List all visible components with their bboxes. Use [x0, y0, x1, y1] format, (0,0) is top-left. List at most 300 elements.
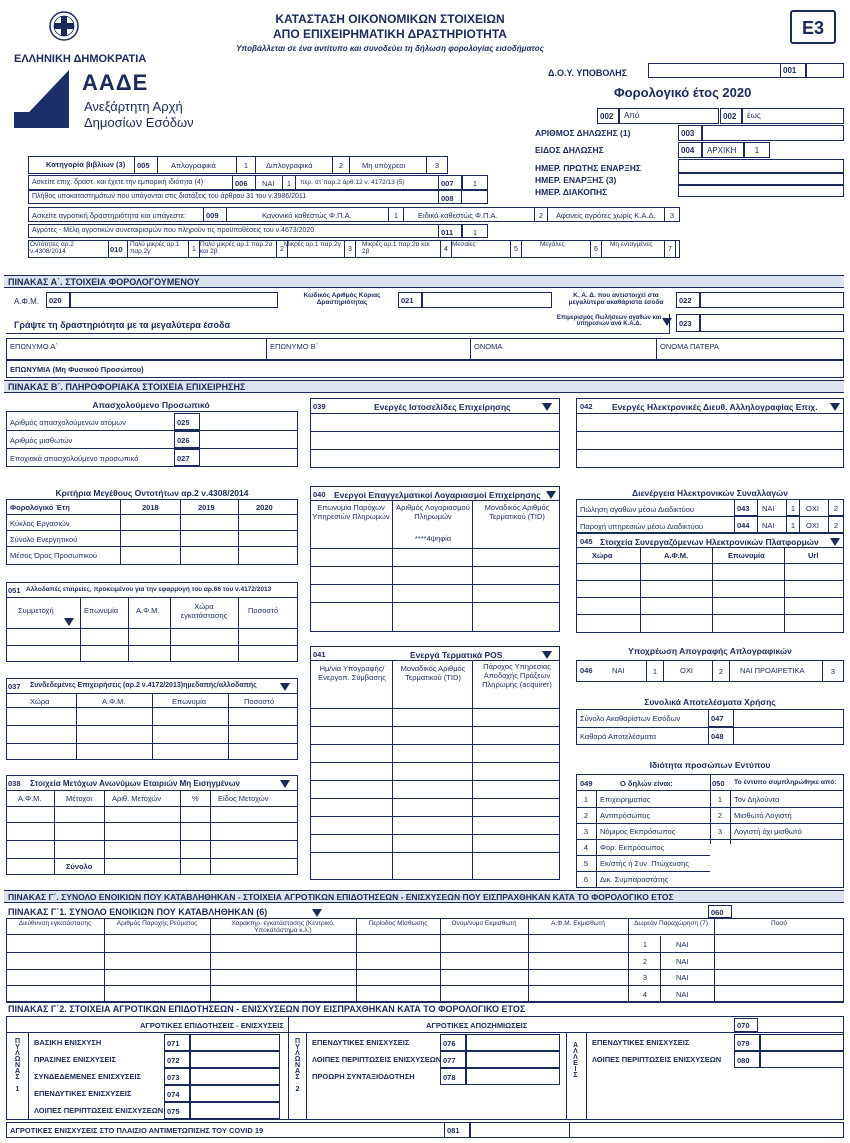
code-045: 045 — [580, 537, 593, 546]
subsidy-label[interactable]: ΠΡΟΩΡΗ ΣΥΝΤΑΞΙΟΔΟΤΗΣΗ — [312, 1072, 415, 1081]
foreign-share: Συμμετοχή — [18, 606, 54, 615]
books-single: Απλογραφικά — [171, 161, 216, 170]
turnover-label: Κύκλος Εργασιών — [10, 519, 70, 528]
related-afm: Α.Φ.Μ. — [102, 697, 126, 706]
elec-code[interactable]: 043 — [734, 499, 758, 516]
title-line2: ΑΠΟ ΕΠΙΧΕΙΡΗΜΑΤΙΚΗ ΔΡΑΣΤΗΡΙΟΤΗΤΑ — [273, 27, 507, 41]
year-2020: 2020 — [256, 503, 273, 512]
platforms-label: Στοιχεία Συνεργαζόμενων Ηλεκτρονικών Πλατφορμών — [600, 537, 819, 547]
pos-dropdown[interactable] — [542, 650, 552, 659]
rent-col-divider[interactable] — [440, 918, 441, 1002]
start-label: ΗΜΕΡ. ΕΝΑΡΞΗΣ (3) — [535, 175, 617, 185]
books-row2-label: Ασκείτε επιχ. δραστ. και έχετε την εμπορική ιδιότητα (4) — [32, 179, 204, 186]
foreign-pct: Ποσοστό — [248, 606, 279, 615]
pillar-divider[interactable] — [306, 1032, 307, 1120]
foreign-name: Επωνυμία — [84, 606, 119, 615]
emails-dropdown[interactable] — [830, 402, 840, 411]
rent-col-header[interactable]: Χαρακτηρ. εγκατάστασης (Κεντρικό, Υποκατάστημα κ.λ.) — [231, 920, 335, 934]
entity-option-label[interactable]: Μη ενταγμένες — [610, 241, 653, 248]
pillar-divider[interactable] — [288, 1016, 289, 1120]
agr2-box[interactable]: 2 — [534, 207, 548, 222]
agr2-label: Ειδικό καθεστώς Φ.Π.Α. — [418, 211, 498, 220]
subsidy-code[interactable]: 078 — [440, 1068, 466, 1085]
books-007-box[interactable]: 1 — [462, 175, 488, 190]
aade-logo-icon — [14, 70, 69, 128]
code-060: 060 — [708, 905, 732, 918]
sell-goods-label: Πώληση αγαθών μέσω Διαδικτύου — [580, 505, 694, 514]
greek-emblem-icon — [48, 10, 80, 42]
emails-label: Ενεργές Ηλεκτρονικές Διευθ. Αλληλογραφίας Επιχ. — [612, 402, 818, 412]
from-field[interactable] — [619, 108, 719, 124]
subsidy-label[interactable]: ΕΠΕΝΔΥΤΙΚΕΣ ΕΝΙΣΧΥΣΕΙΣ — [592, 1038, 690, 1047]
from-label: Από — [624, 111, 640, 120]
rent-col-divider[interactable] — [528, 918, 529, 1002]
code-041: 041 — [313, 650, 326, 659]
acc-col2: Αριθμός Λογαριασμού Πληρωμών — [396, 503, 470, 521]
books-row2b-label: περ. στ΄παρ.2 άρθ.12 ν. 4172/13 (5) — [300, 179, 405, 186]
elec-no-box[interactable]: 2 — [828, 499, 844, 516]
role-divider[interactable] — [576, 823, 844, 824]
books-yes-box[interactable]: 1 — [282, 175, 296, 190]
subsidy-code[interactable]: 075 — [164, 1102, 190, 1119]
other-text: ΑΛΛΕΙΣ — [572, 1042, 579, 1078]
foreign-label: Αλλοδαπές εταιρείες, προκειμένου για την εφαρμογή του αρ.66 του ν.4172/2013 — [26, 586, 272, 593]
elec-no-label[interactable]: ΟΧΙ — [806, 504, 819, 513]
code-007: 007 — [438, 175, 462, 190]
staff3-label: Εποχιακά απασχολούμενο προσωπικό — [10, 454, 139, 463]
entity-option-box[interactable]: 7 — [664, 240, 676, 258]
elec-code[interactable]: 044 — [734, 516, 758, 533]
chevron-down-icon — [280, 780, 290, 788]
rent-row-free[interactable]: ΝΑΙ — [676, 956, 689, 966]
inventory-yes-box[interactable]: 1 — [646, 660, 664, 682]
code-011: 011 — [438, 224, 462, 238]
father-label: ΟΝΟΜΑ ΠΑΤΕΡΑ — [660, 342, 719, 351]
role-divider[interactable] — [576, 871, 710, 872]
subsidy-code[interactable]: 074 — [164, 1085, 190, 1102]
role-label[interactable]: Επιχειρηματίας — [600, 795, 651, 804]
books-row5-label: Αγρότες - Μέλη αγροτικών συνεταιρισμών που πληρούν τις προϋποθέσεις του ν.4673/2020 — [32, 227, 315, 234]
rent-row-free[interactable]: ΝΑΙ — [676, 973, 689, 982]
sh-kind: Είδος Μετοχών — [218, 794, 269, 803]
platforms-afm: Α.Φ.Μ. — [664, 551, 689, 560]
aade-line1: Ανεξάρτητη Αρχή — [84, 99, 183, 114]
subsidy-code[interactable]: 079 — [734, 1034, 760, 1051]
rent-row-free[interactable]: ΝΑΙ — [676, 940, 689, 949]
elec-yes-label[interactable]: ΝΑΙ — [762, 521, 775, 530]
entity-option-label[interactable]: Μικρές αρ.1 παρ.2γ — [284, 241, 341, 248]
code-050: 050 — [712, 779, 725, 788]
books-row4-label: Ασκείτε αγροτική δραστηριότητα και υπάγεστε: — [32, 211, 187, 220]
role-number[interactable]: 3 — [583, 827, 589, 836]
platforms-country: Χώρα — [592, 551, 613, 560]
decl-initial-box[interactable]: 1 — [744, 142, 770, 158]
foreign-country: Χώρα εγκατάστασης — [180, 602, 228, 620]
websites-label: Ενεργές Ιστοσελίδες Επιχείρησης — [374, 402, 511, 412]
rent-row-free[interactable]: ΝΑΙ — [676, 989, 689, 999]
books-double-box[interactable]: 2 — [332, 156, 350, 174]
chevron-down-icon — [662, 318, 672, 326]
rent-col-divider[interactable] — [628, 918, 629, 1002]
acc-col1: Επωνυμία Παρόχων Υπηρεσιών Πληρωμών — [312, 503, 390, 521]
role-number[interactable]: 2 — [583, 811, 589, 820]
role-label[interactable]: Δικ. Συμπαραστάτης — [600, 875, 669, 884]
doy-field-2[interactable] — [806, 63, 844, 78]
subtitle: Υποβάλλεται σε ένα αντίτυπο και συνοδεύει τη δήλωση φορολογίας εισοδήματος — [236, 44, 544, 53]
sh-afm: Α.Φ.Μ. — [18, 794, 42, 803]
aade-line2: Δημοσίων Εσόδων — [84, 115, 194, 130]
rent-row-divider[interactable] — [6, 969, 844, 970]
code-048: 048 — [708, 727, 734, 745]
entity-option-box[interactable]: 3 — [344, 240, 356, 258]
inventory-no-box[interactable]: 2 — [712, 660, 730, 682]
sell-serv-label: Παροχή υπηρεσιών μέσω Διαδικτύου — [580, 522, 703, 531]
shareholders-label: Στοιχεία Μετόχων Ανωνύμων Εταιριών Μη Εισηγμένων — [30, 779, 240, 788]
chevron-down-icon — [64, 618, 74, 626]
subsidy-field[interactable] — [760, 1051, 844, 1068]
entity-option-label[interactable]: Μικρές αρ.1 παρ.2α και 2β — [362, 241, 430, 255]
net-label: Καθαρά Αποτελέσματα — [580, 732, 657, 741]
subsidy-label[interactable]: ΛΟΙΠΕΣ ΠΕΡΙΠΤΩΣΕΙΣ ΕΝΙΣΧΥΣΕΩΝ — [592, 1055, 722, 1064]
related-name: Επωνυμία — [172, 697, 207, 706]
subsidy-label[interactable]: ΕΠΕΝΔΥΤΙΚΕΣ ΕΝΙΣΧΥΣΕΙΣ — [34, 1089, 132, 1098]
rent-row-number[interactable]: 3 — [642, 973, 648, 982]
related-country: Χώρα — [30, 697, 50, 706]
g1-dropdown[interactable] — [312, 908, 322, 917]
books-single-box[interactable]: 1 — [236, 156, 256, 174]
decl-initial: ΑΡΧΙΚΗ — [702, 142, 744, 158]
chevron-down-icon — [830, 403, 840, 411]
code-002b: 002 — [720, 108, 742, 124]
foreign-share-dropdown[interactable] — [64, 617, 74, 626]
subsidy-field[interactable] — [190, 1034, 280, 1051]
pillar-divider[interactable] — [566, 1032, 567, 1120]
agr3-box[interactable]: 3 — [664, 207, 680, 222]
kad-label: Κ. Α. Δ. που αντιστοιχεί στα μεγαλύτερα ακαθάριστα έσοδα — [568, 292, 664, 306]
subsidy-code[interactable]: 080 — [734, 1051, 760, 1068]
code-010: 010 — [108, 240, 128, 258]
related-pct: Ποσοστό — [244, 697, 275, 706]
related-dropdown[interactable] — [280, 682, 290, 691]
pillar2-label — [292, 1038, 302, 1095]
foreign-box — [6, 582, 298, 662]
filler-number[interactable]: 1 — [717, 795, 723, 804]
subsidy-field[interactable] — [190, 1102, 280, 1119]
company-label: ΕΠΩΝΥΜΙΑ (Μη Φυσικού Προσώπου) — [10, 365, 144, 374]
entity-option-label[interactable]: Πολύ μικρές αρ.1 παρ.2α και 2β — [200, 241, 273, 255]
subsidy-code[interactable]: 077 — [440, 1051, 466, 1068]
rent-col-divider[interactable] — [356, 918, 357, 1002]
aade-logo — [14, 70, 69, 128]
subsidy-code[interactable]: 072 — [164, 1051, 190, 1068]
rent-row-divider[interactable] — [6, 934, 844, 935]
code-049: 049 — [580, 779, 593, 788]
subsidy-field[interactable] — [190, 1085, 280, 1102]
filled-label: Το έντυπο συμπληρώθηκε από: — [734, 779, 837, 786]
subsidy-label[interactable]: ΕΠΕΝΔΥΤΙΚΕΣ ΕΝΙΣΧΥΣΕΙΣ — [312, 1038, 410, 1047]
code-039: 039 — [313, 402, 326, 411]
rent-row-number[interactable]: 2 — [642, 956, 648, 966]
code-002: 002 — [597, 108, 619, 124]
platforms-name: Επωνυμία — [728, 551, 765, 560]
afm-label: Α.Φ.Μ. — [14, 297, 40, 306]
role-label[interactable]: Αντιπρόσωπος — [600, 811, 651, 820]
republic-label: ΕΛΛΗΝΙΚΗ ΔΗΜΟΚΡΑΤΙΑ — [14, 53, 147, 65]
pos-col2: Μοναδικός Αριθμός Τερματικού (TID) — [400, 664, 466, 682]
code-009: 009 — [203, 207, 227, 222]
elec-yes-label[interactable]: ΝΑΙ — [762, 504, 775, 513]
rent-col-header[interactable]: Αριθμός Παροχής Ρεύματος — [116, 920, 198, 927]
code-040: 040 — [313, 490, 326, 499]
elec-yes-box[interactable]: 1 — [786, 499, 800, 516]
sh-pct: % — [192, 794, 199, 803]
cease-label: ΗΜΕΡ. ΔΙΑΚΟΠΗΣ — [535, 187, 608, 197]
entity-option-label[interactable]: Πολύ μικρές αρ.1 παρ.2γ — [130, 241, 180, 255]
kad-main-field[interactable] — [422, 292, 552, 308]
subsidy-label[interactable]: ΛΟΙΠΕΣ ΠΕΡΙΠΤΩΣΕΙΣ ΕΝΙΣΧΥΣΕΩΝ — [34, 1106, 164, 1115]
role-label[interactable]: Φορ. Εκπρόσωπος — [600, 843, 665, 852]
declarant-label: Ο δηλών είναι: — [620, 779, 673, 788]
fy-label: Φορολογικό Έτη — [10, 503, 70, 512]
cease-field[interactable] — [678, 185, 844, 197]
rent-row-number[interactable]: 4 — [642, 989, 648, 999]
code-046: 046 — [580, 666, 593, 675]
subs-heading: ΑΓΡΟΤΙΚΕΣ ΕΠΙΔΟΤΗΣΕΙΣ - ΕΝΙΣΧΥΣΕΙΣ — [140, 1021, 284, 1030]
sh-shares: Μέτοχοι — [66, 794, 92, 803]
entity-option-box[interactable]: 6 — [590, 240, 602, 258]
covid-label: ΑΓΡΟΤΙΚΕΣ ΕΝΙΣΧΥΣΕΙΣ ΣΤΟ ΠΛΑΙΣΙΟ ΑΝΤΙΜΕΤΩΠΙΣΗΣ ΤΟΥ COVID 19 — [10, 1126, 264, 1135]
afm-field[interactable] — [70, 292, 278, 308]
agr1-label: Κανονικό καθεστώς Φ.Π.Α. — [262, 211, 352, 220]
capacity-heading: Ιδιότητα προσώπων Εντύπου — [649, 760, 771, 770]
year-2019: 2019 — [198, 503, 215, 512]
shareholders-dropdown[interactable] — [280, 779, 290, 788]
covid-field[interactable] — [470, 1122, 570, 1138]
rent-row-number[interactable]: 1 — [642, 940, 648, 949]
kad-field[interactable] — [700, 292, 844, 308]
rent-col-header[interactable]: Περίοδος Μίσθωσης — [368, 920, 428, 927]
write-activity-label: Γράψτε τη δραστηριότητα με τα μεγαλύτερα έσοδα — [14, 320, 231, 330]
rent-col-divider[interactable] — [714, 918, 715, 1002]
rent-col-header[interactable]: Δωρεάν Παραχώρηση (7) — [634, 920, 708, 927]
books-yes: ΝΑΙ — [262, 179, 275, 188]
code-020: 020 — [46, 292, 70, 308]
accounts-dropdown[interactable] — [546, 490, 556, 499]
entity-option-label[interactable]: Μεσαίες — [452, 241, 476, 248]
rent-row-divider[interactable] — [6, 952, 844, 953]
code-070: 070 — [734, 1018, 758, 1032]
avg-staff-label: Μέσος Όρος Προσωπικού — [10, 551, 98, 560]
elec-no-box[interactable]: 2 — [828, 516, 844, 533]
code-026: 026 — [174, 431, 200, 448]
subsidy-field[interactable] — [190, 1051, 280, 1068]
subsidy-label[interactable]: ΠΡΑΣΙΝΕΣ ΕΝΙΣΧΥΣΕΙΣ — [34, 1055, 116, 1064]
platforms-url: Url — [808, 551, 819, 560]
role-label[interactable]: Νόμιμος Εκπρόσωπος — [600, 827, 676, 836]
other-label — [570, 1042, 580, 1081]
code-021: 021 — [398, 292, 422, 308]
role-divider[interactable] — [576, 855, 710, 856]
entity-option-box[interactable]: 4 — [440, 240, 452, 258]
pillar-divider[interactable] — [28, 1032, 29, 1120]
first-start-label: ΗΜΕΡ. ΠΡΩΤΗΣ ΕΝΑΡΞΗΣ — [535, 163, 641, 173]
acc-col2b: ****4ψηφία — [414, 534, 452, 543]
doy-field[interactable] — [648, 63, 780, 78]
subsidy-field[interactable] — [466, 1068, 560, 1085]
platforms-box — [576, 533, 844, 633]
title-line1: ΚΑΤΑΣΤΑΣΗ ΟΙΚΟΝΟΜΙΚΩΝ ΣΤΟΙΧΕΙΩΝ — [275, 12, 505, 26]
year-2018: 2018 — [142, 503, 159, 512]
rent-col-divider[interactable] — [104, 918, 105, 1002]
subsidy-label[interactable]: ΣΥΝΔΕΔΕΜΕΝΕΣ ΕΝΙΣΧΥΣΕΙΣ — [34, 1072, 142, 1081]
acc-col3: Μοναδικός Αριθμός Τερματικού (TID) — [484, 503, 550, 521]
subsidy-field[interactable] — [466, 1051, 560, 1068]
code-051: 051 — [8, 586, 21, 595]
role-divider[interactable] — [576, 839, 844, 840]
rent-col-header[interactable]: Α.Φ.Μ. Εκμισθωτή — [551, 920, 605, 927]
form-code: Ε3 — [790, 10, 836, 44]
code-004: 004 — [678, 142, 702, 158]
to-label: έως — [747, 111, 761, 120]
decl-no-field[interactable] — [702, 125, 844, 141]
pos-col1: Ημ/νία Υπογραφής/Ενεργοπ. Σύμβασης — [318, 664, 386, 682]
surname-b-label: ΕΠΩΝΥΜΟ Β΄ — [270, 342, 319, 351]
elec-yes-box[interactable]: 1 — [786, 516, 800, 533]
role-number[interactable]: 1 — [583, 795, 589, 804]
pillar-divider[interactable] — [586, 1032, 587, 1120]
code-006: 006 — [232, 175, 256, 190]
chevron-down-icon — [280, 683, 290, 691]
first-start-field[interactable] — [678, 159, 844, 173]
entity-option-label[interactable]: Μεγάλες — [540, 241, 565, 248]
rent-col-header[interactable]: Ονομ/νυμο Εκμισθωτή — [451, 920, 517, 927]
filler-number[interactable]: 2 — [717, 811, 723, 820]
chevron-down-icon — [312, 909, 322, 917]
chevron-down-icon — [542, 651, 552, 659]
inventory-opt-box[interactable]: 3 — [822, 660, 844, 682]
entity-option-box[interactable]: 5 — [510, 240, 522, 258]
subsidy-field[interactable] — [466, 1034, 560, 1051]
subsidy-code[interactable]: 076 — [440, 1034, 466, 1051]
emblem — [48, 10, 80, 42]
rent-row-divider[interactable] — [6, 985, 844, 986]
role-divider[interactable] — [576, 807, 844, 808]
rent-col-header[interactable]: Ποσό — [771, 920, 787, 927]
code-025: 025 — [174, 413, 200, 430]
aade-title: ΑΑΔΕ — [82, 70, 149, 95]
platforms-dropdown[interactable] — [830, 537, 840, 546]
code-008: 008 — [438, 190, 462, 204]
subsidy-label[interactable]: ΛΟΙΠΕΣ ΠΕΡΙΠΤΩΣΕΙΣ ΕΝΙΣΧΥΣΕΩΝ — [312, 1055, 442, 1064]
to-field[interactable] — [742, 108, 844, 124]
pillar1-label — [12, 1038, 22, 1095]
tax-year: Φορολογικό έτος 2020 — [614, 85, 752, 100]
elec-no-label[interactable]: ΟΧΙ — [806, 521, 819, 530]
subsidy-code[interactable]: 071 — [164, 1034, 190, 1051]
code-081: 081 — [444, 1122, 470, 1138]
rent-col-header[interactable]: Διεύθυνση εγκατάστασης — [18, 920, 92, 927]
table-g2-title: ΠΙΝΑΚΑΣ Γ΄2. ΣΤΟΙΧΕΙΑ ΑΓΡΟΤΙΚΩΝ ΕΠΙΔΟΤΗΣΕΩΝ - ΕΝΙΣΧΥΣΕΩΝ ΠΟΥ ΕΙΣΠΡΑΧΘΗΚΑΝ ΚΑΤΑ ΤΟ ΦΟΡΟΛΟΓΙΚΟ ΕΤΟΣ — [8, 1004, 526, 1014]
role-divider[interactable] — [576, 887, 710, 888]
decl-no-label: ΑΡΙΘΜΟΣ ΔΗΛΩΣΗΣ (1) — [535, 128, 631, 138]
criteria-heading: Κριτήρια Μεγέθους Οντοτήτων αρ.2 ν.4308/2014 — [55, 488, 249, 498]
start-field[interactable] — [678, 173, 844, 185]
code-022: 022 — [676, 292, 700, 308]
pillar1-text: ΠΥΛΩΝΑΣ 1 — [14, 1038, 21, 1092]
pos-label: Ενεργά Τερματικά POS — [410, 650, 503, 660]
sh-total: Σύνολο — [66, 862, 93, 871]
pos-col3: Πάροχος Υπηρεσίας Αποδοχής Πράξεων Πληρωμής (acquirer) — [482, 662, 552, 689]
code-038: 038 — [8, 779, 21, 788]
sh-nshares: Αριθ. Μετοχών — [112, 794, 162, 803]
role-number[interactable]: 4 — [583, 843, 589, 852]
books-none: Μη υπόχρεοι — [362, 161, 406, 170]
table-g1-title: ΠΙΝΑΚΑΣ Γ΄1. ΣΥΝΟΛΟ ΕΝΟΙΚΙΩΝ ΠΟΥ ΚΑΤΑΒΛΗΘΗΚΑΝ (6) — [8, 907, 268, 917]
role-label[interactable]: Εκ/στής ή Συν. Πτώχευσης — [600, 859, 689, 868]
chevron-down-icon — [546, 491, 556, 499]
elec-heading: Διενέργεια Ηλεκτρονικών Συναλλαγών — [632, 488, 788, 498]
assets-label: Σύνολο Ενεργητικού — [10, 535, 78, 544]
sales-dropdown[interactable] — [662, 317, 672, 326]
gross-label: Σύνολο Ακαθαρίστων Εσόδων — [580, 714, 681, 723]
code-003: 003 — [678, 125, 702, 141]
subsidy-label[interactable]: ΒΑΣΙΚΗ ΕΝΙΣΧΥΣΗ — [34, 1038, 102, 1047]
role-number[interactable]: 5 — [583, 859, 589, 868]
filler-number[interactable]: 3 — [717, 827, 723, 836]
accounts-label: Ενεργοί Επαγγελματικοί Λογαριασμοί Επιχείρησης — [334, 490, 541, 500]
totals-heading: Συνολικά Αποτελέσματα Χρήσης — [644, 697, 776, 707]
table-g-title: ΠΙΝΑΚΑΣ Γ΄. ΣΥΝΟΛΟ ΕΝΟΙΚΙΩΝ ΠΟΥ ΚΑΤΑΒΛΗΘΗΚΑΝ - ΣΤΟΙΧΕΙΑ ΑΓΡΟΤΙΚΩΝ ΕΠΙΔΟΤΗΣΕΩΝ - ΕΝΙΣΧΥΣΕΩΝ ΠΟΥ ΕΙΣΠΡΑΧΘΗΚΑΝ ΚΑΤΑ ΤΟ ΦΟΡΟΛΟΓΙΚΟ ΕΤΟΣ — [4, 890, 844, 903]
code-047: 047 — [708, 709, 734, 727]
books-row6-label: Οντότητες αρ.2 ν.4308/2014 — [30, 241, 74, 255]
subsidy-field[interactable] — [760, 1034, 844, 1051]
books-none-box[interactable]: 3 — [426, 156, 448, 174]
entity-option-box[interactable]: 2 — [276, 240, 288, 258]
rent-table — [6, 918, 844, 1002]
filler-label[interactable]: Μισθωτό Λογιστή — [734, 811, 792, 820]
rent-col-divider[interactable] — [210, 918, 211, 1002]
inventory-yes: ΝΑΙ — [612, 666, 625, 675]
inventory-heading: Υποχρέωση Απογραφής Απλογραφικών — [628, 646, 792, 656]
subsidy-code[interactable]: 073 — [164, 1068, 190, 1085]
code-005: 005 — [134, 156, 158, 174]
books-double: Διπλογραφικά — [266, 161, 313, 170]
websites-dropdown[interactable] — [542, 402, 552, 411]
agr1-box[interactable]: 1 — [388, 207, 404, 222]
rent-row-divider[interactable] — [6, 1002, 844, 1003]
filler-label[interactable]: Τον Δηλούντα — [734, 795, 780, 804]
filler-label[interactable]: Λογιστή όχι μισθωτό — [734, 827, 802, 836]
code-023: 023 — [676, 314, 700, 332]
entity-option-box[interactable]: 1 — [188, 240, 200, 258]
sales-field[interactable] — [700, 314, 844, 332]
doy-label: Δ.Ο.Υ. ΥΠΟΒΟΛΗΣ — [548, 68, 627, 78]
code-001: 001 — [780, 63, 806, 78]
table-a-title: ΠΙΝΑΚΑΣ Α΄. ΣΤΟΙΧΕΙΑ ΦΟΡΟΛΟΓΟΥΜΕΝΟΥ — [4, 275, 844, 288]
staff2-label: Αριθμός μισθωτών — [10, 436, 73, 445]
books-row3-label: Πλήθος υποκαταστημάτων που υπάγονται στις διατάξεις του άρθρου 31 του ν.3986/2011 — [32, 193, 307, 200]
foreign-afm: Α.Φ.Μ. — [136, 606, 160, 615]
staff-heading: Απασχολούμενο Προσωπικό — [92, 400, 210, 410]
surname-a-label: ΕΠΩΝΥΜΟ Α΄ — [10, 342, 58, 351]
books-011-box[interactable]: 1 — [462, 224, 488, 238]
subsidy-field[interactable] — [190, 1068, 280, 1085]
agr3-label: Αφανείς αγρότες χωρίς Κ.Α.Δ. — [556, 211, 656, 220]
comp-heading: ΑΓΡΟΤΙΚΕΣ ΑΠΟΖΗΜΙΩΣΕΙΣ — [426, 1021, 528, 1030]
books-cat-label: Κατηγορία βιβλίων (3) — [46, 160, 126, 169]
role-number[interactable]: 6 — [583, 875, 589, 884]
pillar2-text: ΠΥΛΩΝΑΣ 2 — [294, 1038, 301, 1092]
